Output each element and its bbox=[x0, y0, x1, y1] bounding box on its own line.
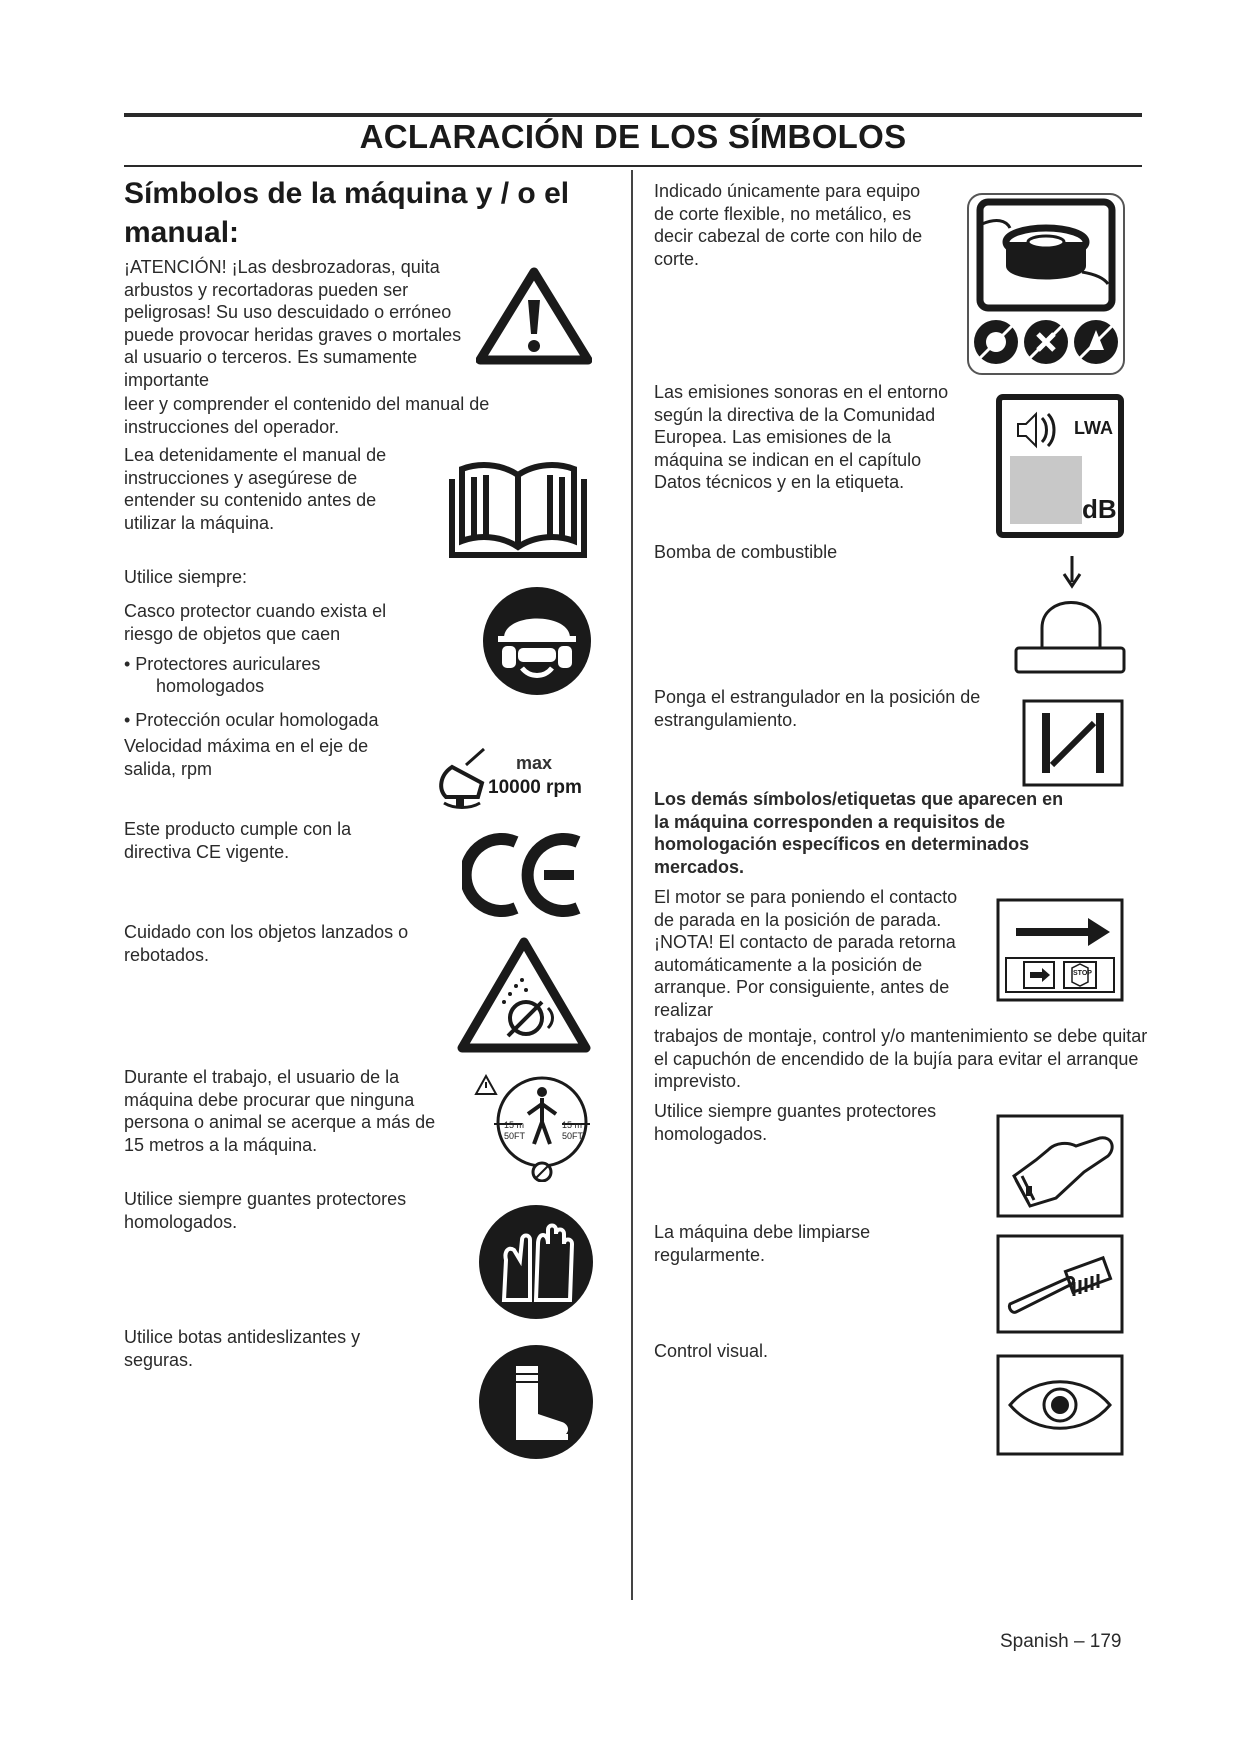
max-speed-label: max bbox=[516, 753, 553, 773]
title-bottom-rule bbox=[124, 165, 1142, 167]
cleaning-text: La máquina debe limpiarse regularmente. bbox=[654, 1222, 871, 1265]
glove-icon bbox=[996, 1114, 1124, 1218]
stop-switch-text-cont: trabajos de montaje, control y/o mantenimiento se debe quitar el capuchón de encendido de la bujía para evitar el arranque imprevisto. bbox=[654, 1026, 1148, 1091]
page-title: ACLARACIÓN DE LOS SÍMBOLOS bbox=[359, 118, 907, 155]
column-divider bbox=[631, 170, 633, 1600]
distance-ft-left: 50FT bbox=[504, 1131, 526, 1141]
choke-text: Ponga el estrangulador en la posición de estrangulamiento. bbox=[654, 687, 981, 730]
eye-protection-text: • Protección ocular homologada bbox=[124, 710, 379, 730]
safety-distance-text: Durante el trabajo, el usuario de la máquina debe procurar que ninguna persona o animal se acerque a más de 15 metros a la máquina. bbox=[124, 1067, 436, 1155]
safety-distance-icon bbox=[472, 1074, 594, 1182]
title-top-rule bbox=[124, 113, 1142, 117]
book-icon bbox=[448, 457, 588, 560]
brush-icon bbox=[996, 1234, 1124, 1334]
gloves-icon bbox=[478, 1204, 594, 1320]
choke-icon bbox=[1022, 699, 1124, 787]
distance-m-right: 15 m bbox=[562, 1120, 583, 1130]
manual-text: Lea detenidamente el manual de instrucciones y asegúrese de entender su contenido antes de utilizar la máquina. bbox=[124, 445, 387, 533]
eye-icon bbox=[996, 1354, 1124, 1456]
max-speed-icon bbox=[432, 745, 592, 813]
stop-label: STOP bbox=[1073, 970, 1092, 977]
always-use-text: Utilice siempre: bbox=[124, 567, 248, 587]
flexible-cutting-text: Indicado únicamente para equipo de corte flexible, no metálico, es decir cabezal de corte con hilo de corte. bbox=[654, 181, 923, 269]
gloves-right-text: Utilice siempre guantes protectores homologados. bbox=[654, 1101, 937, 1144]
ear-protection-text-cont: homologados bbox=[156, 676, 265, 696]
warning-text: ¡ATENCIÓN! ¡Las desbrozadoras, quita arbustos y recortadoras pueden ser peligrosas! Su uso descuidado o erróneo puede provocar heridas graves o mortales al usuario o terceros. Es sumamente importante bbox=[124, 257, 462, 390]
warning-triangle-icon bbox=[476, 266, 592, 366]
gloves-text: Utilice siempre guantes protectores homologados. bbox=[124, 1189, 407, 1232]
warning-text-cont: leer y comprender el contenido del manual de instrucciones del operador. bbox=[124, 394, 490, 437]
other-symbols-notice: Los demás símbolos/etiquetas que aparecen en la máquina corresponden a requisitos de homologación específicos en determinados mercados. bbox=[654, 789, 1064, 877]
boots-icon bbox=[478, 1344, 594, 1460]
boots-text: Utilice botas antideslizantes y seguras. bbox=[124, 1327, 361, 1370]
ce-mark-icon bbox=[462, 832, 592, 918]
max-speed-text: Velocidad máxima en el eje de salida, rpm bbox=[124, 736, 369, 779]
trimmer-head-icon bbox=[966, 192, 1126, 376]
page-footer: Spanish – 179 bbox=[1000, 1631, 1122, 1652]
thrown-objects-text: Cuidado con los objetos lanzados o rebotados. bbox=[124, 922, 409, 965]
noise-lwa-label: LWA bbox=[1074, 418, 1113, 438]
ce-text: Este producto cumple con la directiva CE vigente. bbox=[124, 819, 352, 862]
noise-emission-icon bbox=[996, 394, 1124, 538]
max-speed-unit: rpm bbox=[546, 777, 582, 798]
distance-ft-right: 50FT bbox=[562, 1131, 584, 1141]
noise-emission-text: Las emisiones sonoras en el entorno según la directiva de la Comunidad Europea. Las emisiones de la máquina se indican en el capítulo Datos técnicos y en la etiqueta. bbox=[654, 382, 949, 492]
helmet-text: Casco protector cuando exista el riesgo de objetos que caen bbox=[124, 601, 387, 644]
distance-m-left: 15 m bbox=[504, 1120, 525, 1130]
fuel-pump-text: Bomba de combustible bbox=[654, 542, 838, 562]
stop-switch-text: El motor se para poniendo el contacto de parada en la posición de parada. ¡NOTA! El contacto de parada retorna automáticamente a la posición de arranque. Por consiguiente, antes de realizar bbox=[654, 887, 958, 1020]
helmet-ear-eye-protection-icon bbox=[482, 586, 592, 696]
max-speed-value: 10000 bbox=[488, 777, 541, 798]
section-heading: Símbolos de la máquina y / o el manual: bbox=[124, 177, 570, 249]
thrown-objects-icon bbox=[456, 936, 592, 1054]
noise-db-label: dB bbox=[1082, 494, 1117, 524]
fuel-pump-icon bbox=[1012, 556, 1128, 682]
visual-check-text: Control visual. bbox=[654, 1341, 769, 1361]
stop-switch-icon bbox=[996, 898, 1124, 1002]
ear-protection-text: • Protectores auriculares bbox=[124, 654, 321, 674]
